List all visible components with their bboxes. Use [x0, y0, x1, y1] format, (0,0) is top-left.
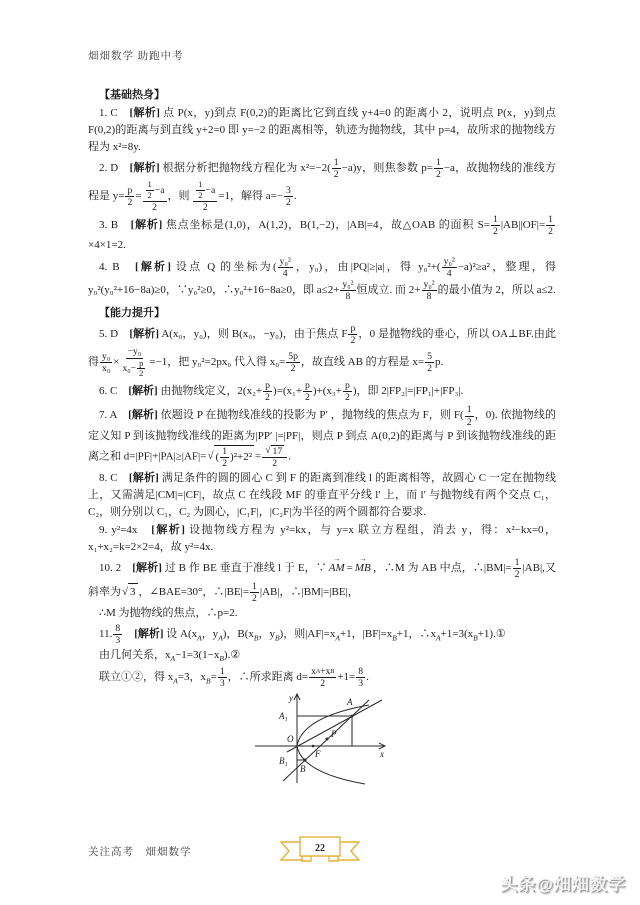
item-11-part2: 由几何关系，$x_A-1=3(1-x_B).②$	[99, 649, 241, 664]
fraction-denominator: 2	[290, 363, 296, 375]
fraction-numerator: 1	[435, 157, 441, 169]
fraction-denominator: x₀− $\frac{p}{2}$	[122, 357, 144, 379]
fraction	[425, 351, 434, 374]
label-P: P	[331, 729, 337, 740]
focal-chord-line	[283, 700, 369, 781]
fraction	[422, 279, 437, 302]
item-11: 11. $\frac{8}{3}$ [解析] 设 $A(x_A$，$y_A$)，$B(x_B$，$y_B$)，则$|AF|=x_A+1$，$|BF|=x_B+1$，$\therefore x_A+1=3(x_B+1).①$	[99, 622, 506, 646]
fraction-numerator: 5p	[288, 351, 298, 363]
point-A	[351, 715, 354, 718]
fraction-numerator: y₀	[102, 351, 111, 363]
item-6: 6. C [解析] 由抛物线定义，2(x₂+ $\frac{p}{2}$ )=(x₁+ $\frac{p}{2}$ )+(x₃+ $\frac{p}{2}$ )，即 2|FP₂|=|FP₁|+|FP₃|.	[99, 380, 464, 404]
item-1: 1. C [解析] 点 P(x，y)到点 F(0,2)的距离比它到直线 y+4=0 的距离小 2，说明点 P(x，y)到点 F(0,2)的距离与到直线 y+2=0 即 y=−2 的距离相等，轨迹为抛物线，其中 p=4，故所求的抛物线方程为 x²=8y.	[88, 107, 556, 154]
fraction-denominator: 4	[446, 267, 452, 279]
fraction-denominator: 2	[202, 202, 208, 214]
page-number: 22	[315, 843, 325, 854]
fraction-denominator: 3	[115, 634, 121, 646]
fraction	[262, 445, 287, 469]
sqrt	[265, 445, 284, 457]
label-A: A	[347, 697, 353, 708]
fraction-denominator: 8	[345, 290, 351, 302]
fraction	[100, 351, 112, 374]
item-4: 4. B [解析] 设点 Q 的坐标为( $\frac{\text{y₀²}}{4}$ ，y₀)，由|PQ|≥|a|，得 y₀²+( $\frac{\text{y₀²}}{4}$ −a)²≥a²，整理，得 y₀²(y₀²+16−8a)≥0，∵y₀²≥0，∴y₀²+16−8a≥0，即 a≤2+ $\frac{\text{y₀²}}{8}$ 恒成立. 而 2+ $\frac{\text{y₀²}}{8}$ 的最小值为 2，所以 a≤2.	[88, 255, 557, 302]
fraction	[125, 185, 134, 208]
fraction-numerator: 1	[548, 214, 554, 226]
fraction-numerator: −y₀	[127, 346, 142, 358]
subscript: B	[206, 676, 211, 686]
fraction	[465, 404, 474, 427]
fraction-numerator: 1	[252, 580, 257, 592]
item-11-part3: 联立①②，得 $x_A=3$，$x_B=$ $\frac{1}{3}$ ，∴所求距离 d= x A +x B 2 +1= $\frac{8}{3}$ .	[99, 665, 369, 690]
bold-text: [解析]	[132, 562, 162, 575]
section-basic-warmup: 【基础热身】	[99, 89, 165, 101]
ribbon-left-tail	[281, 842, 302, 860]
fraction-denominator: 2	[344, 392, 350, 404]
fraction-numerator: p	[265, 380, 270, 392]
fraction-denominator: 2	[514, 569, 520, 581]
label-B1: B₁	[279, 756, 288, 767]
item-3: 3. B [解析] 焦点坐标是(1,0)，A(1,2)，B(1,−2)，|AB|=4，故△OAB 的面积 S= $\frac{1}{2}$ |AB||OF|= $\frac{1}{2}$ ×4×1=2.	[88, 214, 554, 252]
bold-text: [解析]	[128, 409, 158, 422]
fraction	[491, 214, 500, 237]
fraction	[146, 180, 154, 201]
ribbon-svg	[278, 834, 362, 866]
subscript: B	[253, 633, 259, 643]
toutiao-watermark: 头条@畑畑数学	[500, 875, 626, 894]
sqrt-radicand: 3	[128, 583, 138, 601]
bold-text: [解析]	[129, 328, 160, 341]
fraction-numerator	[262, 445, 287, 458]
subscript: B	[392, 633, 397, 643]
bold-text: [解析]	[128, 471, 159, 484]
fraction-numerator: 1	[198, 179, 203, 190]
bold-text: [解析]	[129, 107, 160, 120]
figure-svg	[247, 691, 397, 787]
subscript: A	[436, 633, 441, 643]
fraction-numerator: p	[127, 185, 133, 197]
page-number-ribbon	[278, 834, 362, 866]
point-P	[326, 738, 329, 741]
fraction	[196, 180, 204, 201]
fraction-denominator: 2	[286, 197, 291, 209]
fraction-numerator: y₀²	[423, 278, 435, 290]
fraction-numerator: $\frac{1}{2}$ −a	[143, 180, 167, 202]
label-O: O	[287, 734, 294, 745]
fraction-denominator: 2	[466, 416, 472, 428]
fraction-numerator: 1	[147, 179, 152, 190]
ribbon-right-fold	[329, 856, 338, 861]
sqrt	[122, 583, 138, 601]
fraction	[356, 666, 365, 689]
sqrt-radicand: 17	[272, 445, 283, 457]
sqrt-sign: √	[265, 444, 271, 456]
fraction-denominator: 2	[252, 592, 257, 604]
fraction	[284, 185, 293, 208]
fraction	[286, 351, 300, 374]
fraction-denominator: x₀	[102, 363, 111, 375]
subscript: A	[315, 667, 320, 675]
fraction-numerator: 3	[286, 185, 291, 197]
fraction	[442, 256, 457, 279]
fraction	[546, 214, 555, 237]
fraction-numerator: 1	[514, 557, 520, 569]
subscript: A	[170, 654, 176, 664]
ribbon-left-fold	[302, 856, 311, 861]
fraction-denominator: 2	[222, 457, 228, 469]
fraction	[120, 346, 148, 379]
bold-text: [解析]	[130, 219, 163, 232]
parabola-upper-branch	[297, 705, 369, 746]
fraction	[263, 380, 272, 403]
footer-brand: 关注高考 畑畑数学	[88, 847, 192, 858]
item-2: 2. D [解析] 根据分析把抛物线方程化为 x²=−2( $\frac{1}{2}$ −a)y，则焦参数 p= $\frac{1}{2}$ −a，故抛物线的准线方程是 y= $\frac{p}{2}$ = $\frac{1}{2}$ −a 2 ，则 $\frac{1}{2}$ −a 2 =1，解得 a=− $\frac{3}{2}$ .	[88, 157, 556, 214]
sqrt	[207, 445, 254, 469]
subscript: B	[274, 633, 280, 643]
fraction-numerator: y₀²	[342, 278, 354, 290]
parabola-lower-branch	[297, 746, 365, 784]
fraction	[434, 157, 443, 180]
fraction	[143, 180, 167, 213]
fraction-denominator: 2	[427, 363, 432, 375]
fraction-denominator: 3	[219, 678, 225, 690]
vector-arrow: → MB	[355, 558, 371, 577]
parabola-figure	[247, 691, 397, 793]
fraction	[303, 380, 312, 403]
item-9: 9. y²=4x [解析] 设抛物线方程为 y²=kx，与 y=x 联立方程组，消去 y，得：x²−kx=0，x₁+x₂=k=2×2=4，故 y²=4x.	[88, 524, 556, 554]
fraction-numerator: p	[139, 357, 144, 368]
fraction	[343, 380, 352, 403]
fraction	[218, 666, 227, 689]
fraction-numerator: 1	[492, 214, 498, 226]
fraction-denominator: 2	[305, 392, 310, 404]
fraction-numerator: p	[344, 380, 350, 392]
vector-arrow: → AM	[329, 558, 345, 577]
subscript: B	[330, 667, 335, 675]
fraction-denominator: 4	[282, 267, 288, 279]
fraction-numerator: 1	[333, 157, 339, 169]
solutions-content	[88, 87, 556, 689]
label-A1: A₁	[279, 711, 288, 722]
fraction-numerator: p	[350, 323, 356, 335]
fraction-denominator: 2	[272, 457, 278, 469]
point-F	[312, 745, 315, 748]
fraction-denominator: 2	[435, 169, 441, 181]
bold-text: [解析]	[134, 260, 171, 273]
subscript: B	[219, 654, 224, 664]
label-y-axis: y	[289, 693, 293, 704]
fraction	[250, 581, 259, 604]
bold-text: [解析]	[128, 385, 158, 398]
bold-text: [解析]	[151, 524, 185, 537]
sqrt-sign: √	[122, 585, 129, 598]
item-5: 5. D [解析] A(x₀，y₀)，则 B(x₀，−y₀)，由于焦点 F $\frac{p}{2}$ ，0 是抛物线的垂心，所以 OA⊥BF.由此得 $\frac{\text{y₀}}{\text{x₀}}$ × −y₀ x₀− $\frac{p}{2}$ =−1，把 y₀²=2px₀ 代入得 x₀= $\frac{5p}{2}$ ，故直线 AB 的方程是 x= $\frac{5}{2}$ p.	[88, 323, 556, 379]
fraction-numerator: p	[305, 380, 310, 392]
fraction-numerator: 8	[115, 622, 121, 634]
item-10: 10. 2 [解析] 过 B 作 BE 垂直于准线 l 于 E，∵ → AM = → MB ，∴M 为 AB 中点，∴|BM|= $\frac{1}{2}$ |AB|,又斜率为 √ 3 ，∠BAE=30°，∴|BE|= $\frac{1}{2}$ |AB|，∴|BM|=|BE|，	[88, 557, 556, 604]
ribbon-right-tail	[338, 842, 359, 860]
fraction	[340, 279, 355, 302]
fraction	[332, 157, 341, 180]
fraction-denominator: 2	[139, 368, 144, 379]
sqrt-sign: √	[207, 450, 214, 463]
fraction-denominator: 2	[198, 190, 203, 201]
label-B: B	[300, 764, 306, 775]
subscript: A	[218, 633, 223, 643]
fraction-denominator: 2	[333, 169, 339, 181]
bold-text: [解析]	[134, 628, 164, 640]
fraction-numerator: 1	[222, 445, 228, 457]
section-ability-improve: 【能力提升】	[99, 307, 165, 320]
subscript: A	[335, 633, 340, 643]
bold-text: [解析]	[129, 162, 160, 175]
fraction-denominator: 2	[320, 678, 326, 690]
fraction-denominator: 2	[265, 392, 270, 404]
fraction-numerator: 8	[358, 665, 364, 677]
fraction-denominator: 8	[426, 290, 432, 302]
fraction-denominator: 2	[127, 197, 133, 209]
label-F: F	[315, 749, 321, 760]
fraction-numerator: 5	[427, 351, 432, 363]
fraction-denominator: 3	[358, 678, 364, 690]
fraction	[513, 557, 522, 580]
fraction	[348, 323, 357, 346]
point-B	[304, 759, 307, 762]
sqrt-radicand: ( $\frac{1}{2}$ )²+2²	[215, 445, 252, 469]
label-x-axis: x	[380, 749, 384, 760]
subscript: A	[173, 676, 178, 686]
fraction-denominator: 2	[350, 335, 356, 347]
content-area	[88, 84, 556, 793]
fraction-denominator: 2	[492, 226, 498, 238]
fraction-numerator: y₀²	[279, 255, 291, 267]
fraction	[193, 180, 217, 213]
page-header: 畑畑数学 助跑中考	[88, 51, 184, 62]
item-8: 8. C [解析] 满足条件的圆的圆心 C 到 F 的距离到准线 l 的距离相等，故圆心 C 一定在抛物线上，又需满足|CM|=|CF|，故点 C 在线段 MF 的垂直平分线 l′ 上，而 l′ 与抛物线有两个交点 C₁，C₂，则分别以 C₁，C₂ 为圆心，|C₁F|，|C₂F|为半径的两个圆都符合要求.	[88, 471, 556, 519]
fraction	[309, 666, 336, 689]
fraction-denominator: 2	[152, 202, 157, 214]
fraction-numerator: $\frac{1}{2}$ −a	[193, 180, 217, 202]
fraction-numerator: x A +x B	[311, 665, 335, 677]
fraction-numerator: 1	[219, 665, 225, 677]
fraction	[113, 623, 122, 646]
secant-line	[287, 700, 382, 752]
subscript: A	[197, 633, 202, 643]
fraction	[137, 359, 145, 380]
item-7: 7. A [解析] 依题设 P 在抛物线准线的投影为 P′ ，抛物线的焦点为 F，则 F( $\frac{1}{2}$ ，0). 依抛物线的定义知 P 到该抛物线准线的距离为|PP′ |=|PF|，则点 P 到点 A(0,2)的距离与 P 到该抛物线准线的距离之和 d=|PF|+|PA|≥|AF|= √ ( $\frac{1}{2}$ )²+2² = √ 17 2 .	[88, 404, 556, 469]
fraction-denominator: 2	[548, 226, 554, 238]
item-10-part2: ∴M 为抛物线的焦点，∴p=2.	[99, 606, 238, 619]
fraction-numerator: y₀²	[443, 255, 455, 267]
fraction-denominator: 2	[147, 190, 152, 201]
subscript: B	[473, 633, 478, 643]
fraction	[220, 446, 229, 469]
fraction	[278, 256, 293, 279]
fraction-numerator: 1	[466, 404, 472, 416]
